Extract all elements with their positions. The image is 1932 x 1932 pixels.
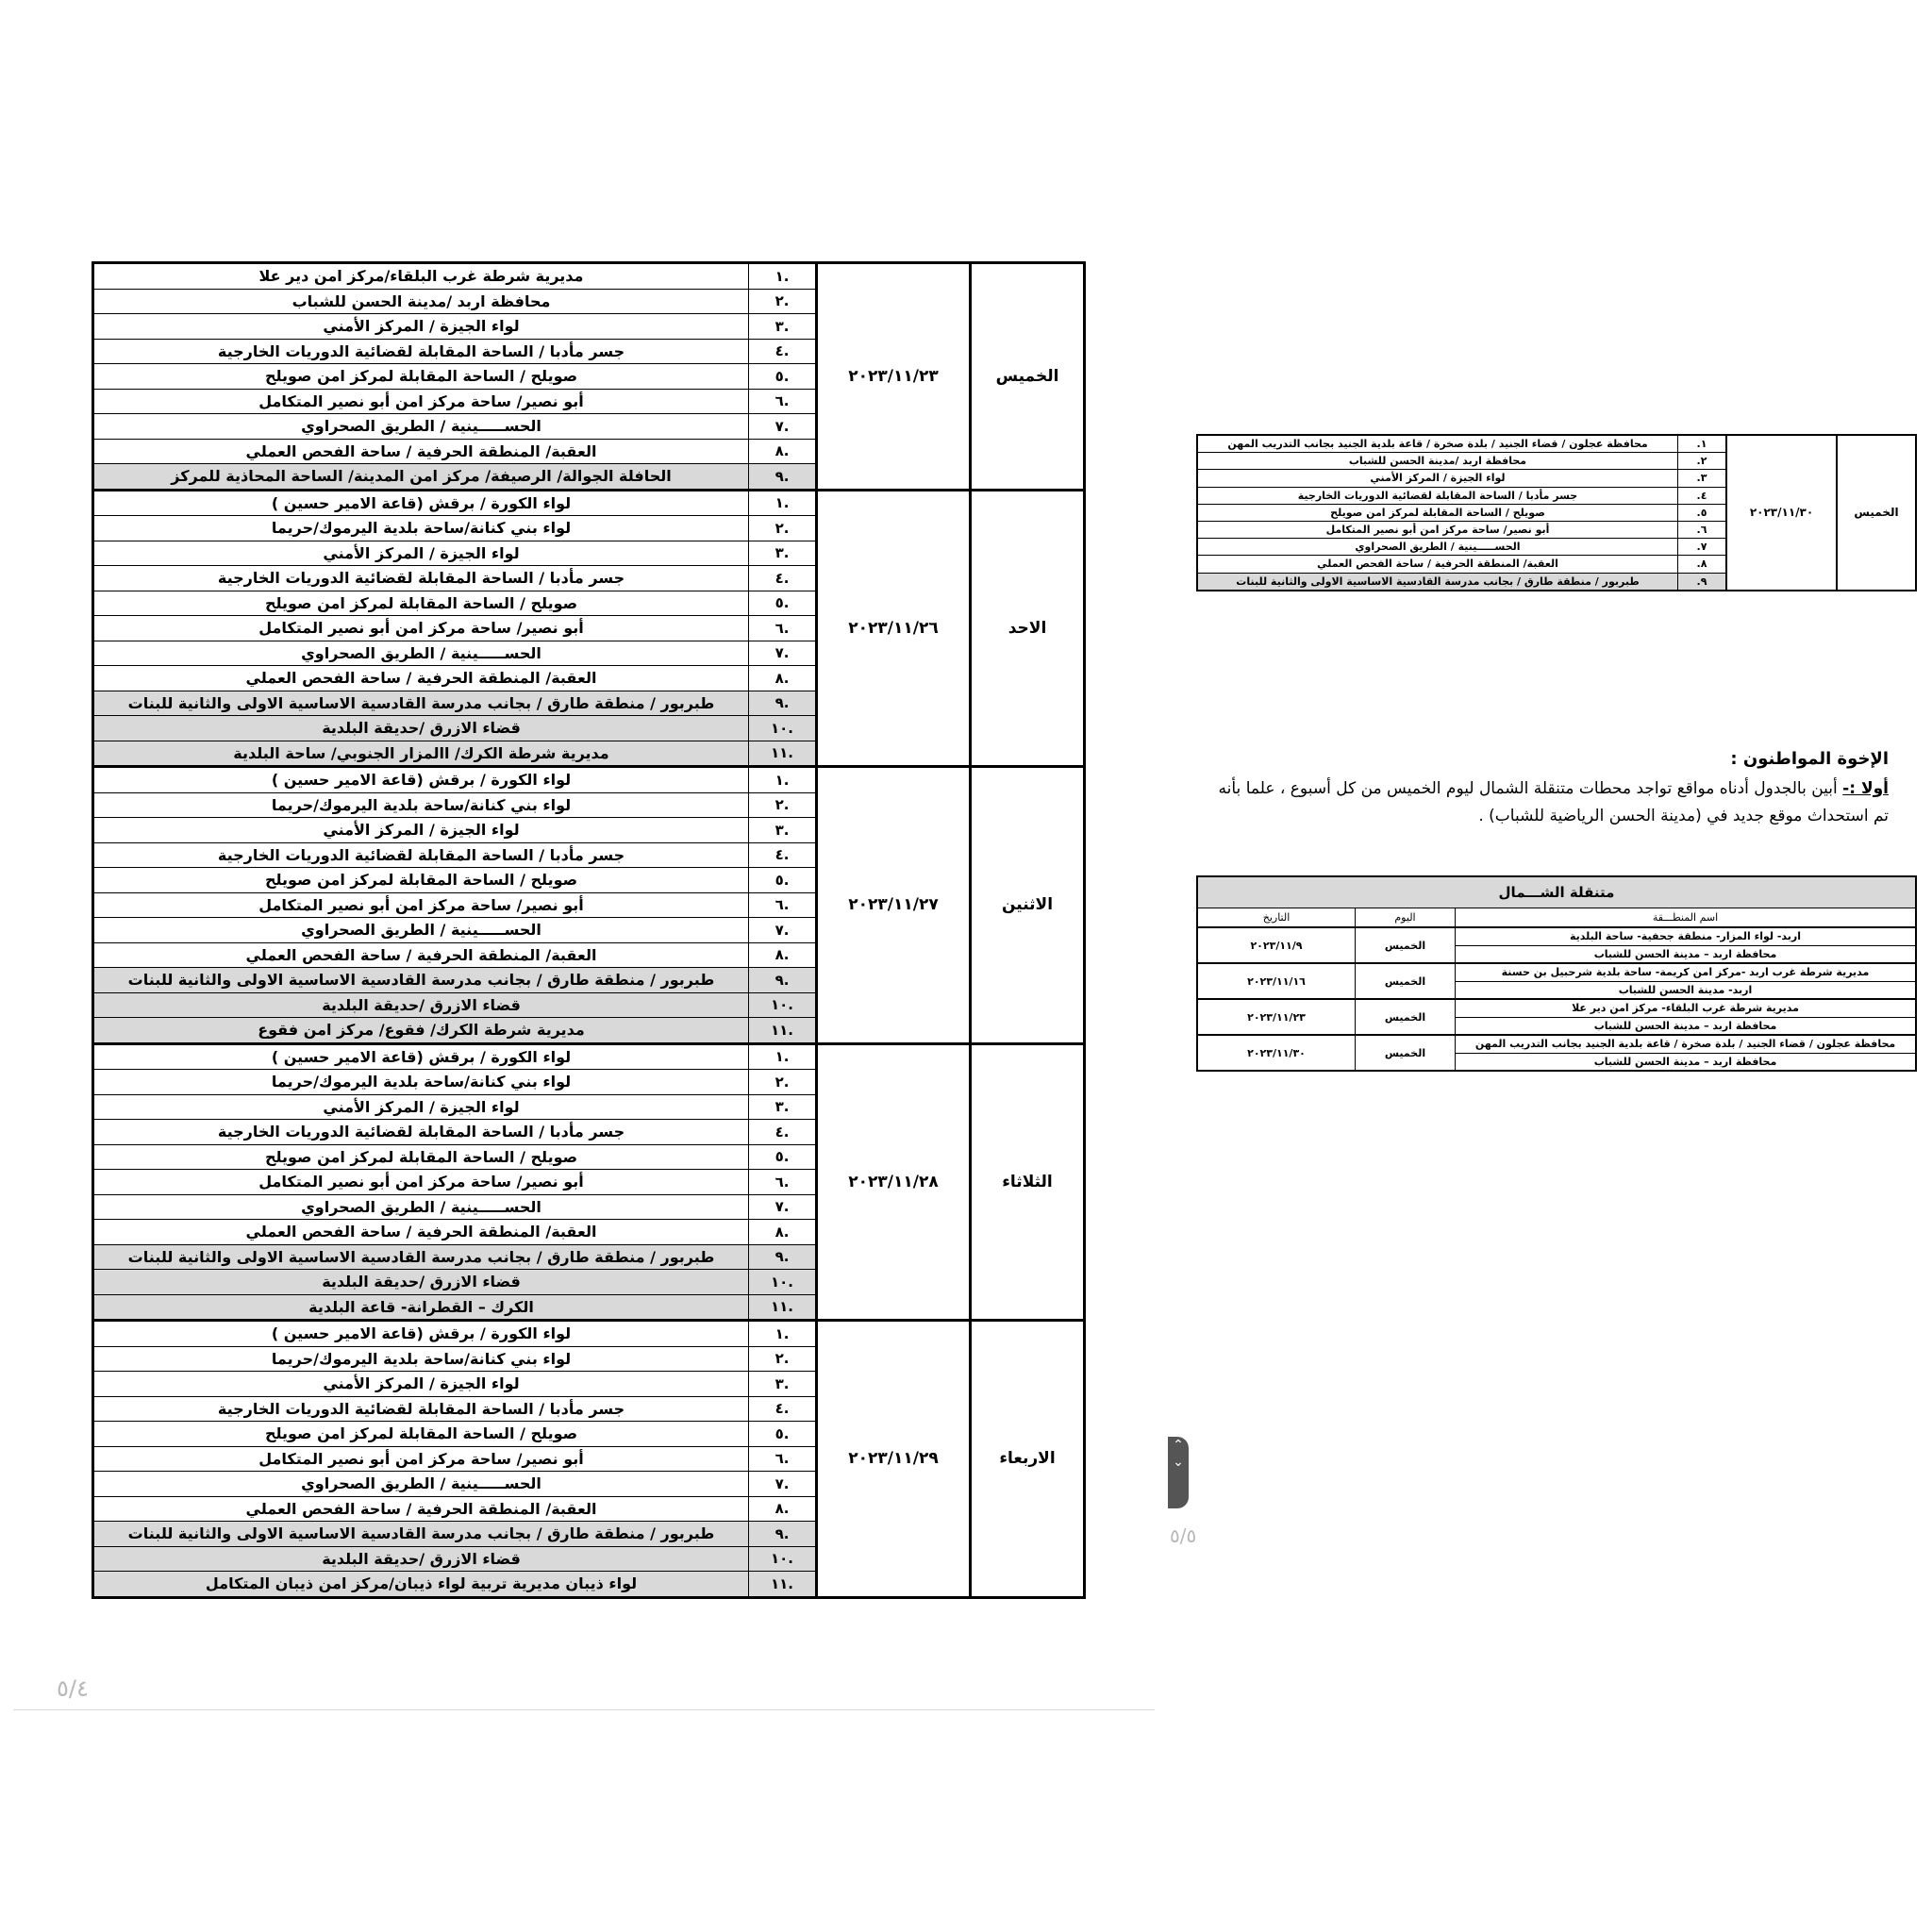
date-cell: ٢٠٢٣/١١/١٦ [1197, 963, 1356, 999]
thursday-schedule-table [1196, 434, 1917, 591]
row-number-cell: .٧ [749, 1194, 817, 1220]
notice-label: أولا :- [1842, 779, 1889, 798]
row-number-cell: .٢ [749, 516, 817, 541]
area-cell: اربد- مدينة الحسن للشباب [1456, 981, 1917, 999]
row-number-cell: .٥ [749, 1144, 817, 1170]
row-number-cell: .٩ [749, 464, 817, 491]
row-number-cell: .٤ [749, 842, 817, 868]
location-cell: مديرية شرطة الكرك/ فقوع/ مركز امن فقوع [93, 1018, 749, 1044]
location-cell: لواء بني كنانة/ساحة بلدية اليرموك/حريما [93, 792, 749, 818]
location-cell: طبربور / منطقة طارق / بجانب مدرسة القادسية الاساسية الاولى والثانية للبنات [93, 1522, 749, 1547]
row-number-cell: .٥ [749, 868, 817, 893]
area-cell: مديرية شرطة غرب اربد -مركز امن كريمة- ساحة بلدية شرحبيل بن حسنة [1456, 963, 1917, 981]
location-cell: قضاء الازرق /حديقة البلدية [93, 1270, 749, 1295]
header-date: التاريخ [1197, 908, 1356, 928]
row-number-cell: .٩ [749, 968, 817, 993]
area-cell: محافظة اربد – مدينة الحسن للشباب [1456, 945, 1917, 963]
day-cell: الاثنين [971, 767, 1085, 1044]
location-cell: لواء بني كنانة/ساحة بلدية اليرموك/حريما [93, 516, 749, 541]
row-number-cell: .٨ [749, 1220, 817, 1245]
day-cell: الاحد [971, 490, 1085, 767]
row-number-cell: .٨ [749, 1496, 817, 1522]
header-day: اليوم [1356, 908, 1456, 928]
row-number-cell: .١٠ [749, 716, 817, 741]
row-number-cell: .١١ [749, 1572, 817, 1598]
location-cell: جسر مأدبا / الساحة المقابلة لقضائية الدوريات الخارجية [93, 339, 749, 364]
location-cell: أبو نصير/ ساحة مركز امن أبو نصير المتكامل [93, 892, 749, 918]
area-cell: محافظة اربد – مدينة الحسن للشباب [1456, 1053, 1917, 1071]
location-cell: جسر مأدبا / الساحة المقابلة لقضائية الدوريات الخارجية [93, 1396, 749, 1422]
row-number-cell: .٢ [1678, 453, 1727, 470]
row-number-cell: .٨ [749, 666, 817, 691]
row-number-cell: .١١ [749, 741, 817, 767]
location-cell: محافظة عجلون / قضاء الجنيد / بلدة صخرة / قاعة بلدية الجنيد بجانب التدريب المهن [1197, 435, 1678, 453]
row-number-cell: .٨ [749, 942, 817, 968]
row-number-cell: .١ [749, 263, 817, 290]
row-number-cell: .٢ [749, 1070, 817, 1095]
main-schedule-body [93, 263, 1085, 1598]
location-cell: صويلح / الساحة المقابلة لمركز امن صويلح [93, 1422, 749, 1447]
location-cell: أبو نصير/ ساحة مركز امن أبو نصير المتكامل [93, 1446, 749, 1472]
location-cell: قضاء الازرق /حديقة البلدية [93, 716, 749, 741]
location-cell: العقبة/ المنطقة الحرفية / ساحة الفحص العملي [93, 942, 749, 968]
location-cell: محافظة اربد /مدينة الحسن للشباب [93, 289, 749, 314]
location-cell: لواء الجيزة / المركز الأمني [93, 818, 749, 843]
location-cell: مديرية شرطة غرب البلقاء/مركز امن دير علا [93, 263, 749, 290]
row-number-cell: .٦ [749, 389, 817, 414]
notice-title: الإخوة المواطنون : [1730, 749, 1889, 769]
row-number-cell: .٧ [749, 1472, 817, 1497]
location-cell: صويلح / الساحة المقابلة لمركز امن صويلح [93, 364, 749, 390]
location-cell: لواء الكورة / برقش (قاعة الامير حسين ) [93, 1321, 749, 1347]
date-cell: ٢٠٢٣/١١/٩ [1197, 927, 1356, 963]
row-number-cell: .٥ [749, 591, 817, 616]
day-cell: الاربعاء [971, 1321, 1085, 1598]
area-cell: محافظة عجلون / قضاء الجنيد / بلدة صخرة / قاعة بلدية الجنيد بجانب التدريب المهن [1456, 1035, 1917, 1053]
row-number-cell: .٢ [749, 289, 817, 314]
row-number-cell: .٨ [1678, 556, 1727, 573]
page-number-left: ٥/٤ [57, 1675, 89, 1702]
location-cell: صويلح / الساحة المقابلة لمركز امن صويلح [93, 868, 749, 893]
notice-text-1: أبين بالجدول أدناه مواقع تواجد محطات متنقلة الشمال ليوم الخميس من كل أسبوع ، علما بأنه [1218, 779, 1838, 798]
row-number-cell: .٧ [749, 641, 817, 666]
row-number-cell: .٦ [749, 1446, 817, 1472]
row-number-cell: .٣ [749, 1372, 817, 1397]
main-schedule-table [92, 261, 1086, 1599]
location-cell: مديرية شرطة الكرك/ االمزار الجنوبي/ ساحة البلدية [93, 741, 749, 767]
location-cell: الحســـــينية / الطريق الصحراوي [93, 918, 749, 943]
location-cell: الحافلة الجوالة/ الرصيفة/ مركز امن المدينة/ الساحة المحاذية للمركز [93, 464, 749, 491]
north-table-body [1197, 927, 1916, 1071]
date-cell: ٢٠٢٣/١١/٢٨ [817, 1043, 971, 1321]
location-cell: الحســـــينية / الطريق الصحراوي [1197, 539, 1678, 556]
notice-line-2: تم استحداث موقع جديد في (مدينة الحسن الرياضية للشباب) . [1478, 807, 1889, 825]
schedule-row [1197, 435, 1916, 453]
day-cell: الخميس [1356, 927, 1456, 963]
chevron-up-icon[interactable]: ⌃ [1173, 1438, 1184, 1453]
schedule-row [93, 490, 1085, 516]
location-cell: أبو نصير/ ساحة مركز امن أبو نصير المتكامل [93, 389, 749, 414]
location-cell: طبربور / منطقة طارق / بجانب مدرسة القادسية الاساسية الاولى والثانية للبنات [93, 691, 749, 716]
row-number-cell: .٣ [749, 1094, 817, 1120]
date-cell: ٢٠٢٣/١١/٢٣ [817, 263, 971, 491]
chevron-down-icon[interactable]: ⌄ [1173, 1455, 1184, 1470]
location-cell: طبربور / منطقة طارق / بجانب مدرسة القادسية الاساسية الاولى والثانية للبنات [1197, 573, 1678, 591]
location-cell: لواء الكورة / برقش (قاعة الامير حسين ) [93, 490, 749, 516]
row-number-cell: .٧ [749, 414, 817, 440]
location-cell: لواء الجيزة / المركز الأمني [93, 1094, 749, 1120]
north-row [1197, 927, 1916, 945]
location-cell: جسر مأدبا / الساحة المقابلة لقضائية الدوريات الخارجية [93, 566, 749, 591]
row-number-cell: .١١ [749, 1018, 817, 1044]
row-number-cell: .٤ [749, 1396, 817, 1422]
location-cell: لواء ذيبان مديرية تربية لواء ذيبان/مركز امن ذيبان المتكامل [93, 1572, 749, 1598]
row-number-cell: .٣ [749, 541, 817, 566]
row-number-cell: .٦ [749, 616, 817, 641]
row-number-cell: .٥ [1678, 504, 1727, 521]
location-cell: طبربور / منطقة طارق / بجانب مدرسة القادسية الاساسية الاولى والثانية للبنات [93, 968, 749, 993]
location-cell: جسر مأدبا / الساحة المقابلة لقضائية الدوريات الخارجية [93, 1120, 749, 1145]
location-cell: العقبة/ المنطقة الحرفية / ساحة الفحص العملي [93, 439, 749, 464]
row-number-cell: .١ [749, 1321, 817, 1347]
row-number-cell: .١٠ [749, 1270, 817, 1295]
location-cell: الحســـــينية / الطريق الصحراوي [93, 1194, 749, 1220]
schedule-row [93, 1043, 1085, 1070]
location-cell: الحســـــينية / الطريق الصحراوي [93, 1472, 749, 1497]
north-row [1197, 963, 1916, 981]
row-number-cell: .٩ [1678, 573, 1727, 591]
row-number-cell: .٣ [749, 314, 817, 340]
date-cell: ٢٠٢٣/١١/٣٠ [1197, 1035, 1356, 1071]
row-number-cell: .١ [749, 490, 817, 516]
date-cell: ٢٠٢٣/١١/٢٦ [817, 490, 971, 767]
row-number-cell: .٧ [749, 918, 817, 943]
row-number-cell: .٧ [1678, 539, 1727, 556]
north-mobile-table [1196, 875, 1917, 1072]
page-scroll-handle[interactable] [1168, 1437, 1189, 1508]
location-cell: لواء الكورة / برقش (قاعة الامير حسين ) [93, 1043, 749, 1070]
location-cell: صويلح / الساحة المقابلة لمركز امن صويلح [93, 1144, 749, 1170]
location-cell: جسر مأدبا / الساحة المقابلة لقضائية الدوريات الخارجية [1197, 487, 1678, 504]
location-cell: محافظة اربد /مدينة الحسن للشباب [1197, 453, 1678, 470]
row-number-cell: .٥ [749, 1422, 817, 1447]
location-cell: قضاء الازرق /حديقة البلدية [93, 992, 749, 1018]
day-cell: الخميس [1356, 1035, 1456, 1071]
page-divider [13, 1709, 1155, 1710]
row-number-cell: .٢ [749, 1346, 817, 1372]
row-number-cell: .١ [1678, 435, 1727, 453]
schedule-row [93, 767, 1085, 793]
day-cell: الثلاثاء [971, 1043, 1085, 1321]
row-number-cell: .٤ [749, 566, 817, 591]
area-cell: مديرية شرطة غرب البلقاء- مركز امن دير علا [1456, 999, 1917, 1017]
location-cell: الحســـــينية / الطريق الصحراوي [93, 414, 749, 440]
schedule-row [93, 263, 1085, 290]
north-row [1197, 1035, 1916, 1053]
location-cell: لواء الجيزة / المركز الأمني [93, 1372, 749, 1397]
row-number-cell: .١٠ [749, 1546, 817, 1572]
location-cell: العقبة/ المنطقة الحرفية / ساحة الفحص العملي [93, 1220, 749, 1245]
row-number-cell: .١٠ [749, 992, 817, 1018]
row-number-cell: .٩ [749, 1244, 817, 1270]
location-cell: العقبة/ المنطقة الحرفية / ساحة الفحص العملي [93, 666, 749, 691]
location-cell: العقبة/ المنطقة الحرفية / ساحة الفحص العملي [1197, 556, 1678, 573]
location-cell: أبو نصير/ ساحة مركز امن أبو نصير المتكامل [93, 616, 749, 641]
location-cell: صويلح / الساحة المقابلة لمركز امن صويلح [93, 591, 749, 616]
north-row [1197, 999, 1916, 1017]
location-cell: الكرك – القطرانة- قاعة البلدية [93, 1294, 749, 1321]
schedule-row [93, 1321, 1085, 1347]
header-area: اسم المنطـــقة [1456, 908, 1917, 928]
location-cell: لواء الكورة / برقش (قاعة الامير حسين ) [93, 767, 749, 793]
thursday-schedule-body [1197, 435, 1916, 591]
location-cell: لواء بني كنانة/ساحة بلدية اليرموك/حريما [93, 1346, 749, 1372]
row-number-cell: .١ [749, 767, 817, 793]
row-number-cell: .٦ [1678, 521, 1727, 538]
row-number-cell: .٣ [1678, 470, 1727, 487]
area-cell: محافظة اربد – مدينة الحسن للشباب [1456, 1017, 1917, 1035]
row-number-cell: .٢ [749, 792, 817, 818]
location-cell: لواء الجيزة / المركز الأمني [93, 314, 749, 340]
day-cell: الخميس [1837, 435, 1916, 591]
row-number-cell: .٣ [749, 818, 817, 843]
page-number-right: ٥/٥ [1170, 1524, 1197, 1547]
north-table-caption: متنقلة الشـــمال [1197, 876, 1916, 908]
location-cell: لواء الجيزة / المركز الأمني [93, 541, 749, 566]
location-cell: لواء بني كنانة/ساحة بلدية اليرموك/حريما [93, 1070, 749, 1095]
row-number-cell: .٤ [1678, 487, 1727, 504]
location-cell: الحســـــينية / الطريق الصحراوي [93, 641, 749, 666]
row-number-cell: .٩ [749, 1522, 817, 1547]
location-cell: قضاء الازرق /حديقة البلدية [93, 1546, 749, 1572]
location-cell: جسر مأدبا / الساحة المقابلة لقضائية الدوريات الخارجية [93, 842, 749, 868]
row-number-cell: .٤ [749, 1120, 817, 1145]
area-cell: اربد- لواء المزار- منطقة جحفية- ساحة البلدية [1456, 927, 1917, 945]
location-cell: لواء الجيزة / المركز الأمني [1197, 470, 1678, 487]
row-number-cell: .٦ [749, 892, 817, 918]
location-cell: صويلح / الساحة المقابلة لمركز امن صويلح [1197, 504, 1678, 521]
date-cell: ٢٠٢٣/١١/٢٧ [817, 767, 971, 1044]
location-cell: العقبة/ المنطقة الحرفية / ساحة الفحص العملي [93, 1496, 749, 1522]
row-number-cell: .٦ [749, 1170, 817, 1195]
location-cell: أبو نصير/ ساحة مركز امن أبو نصير المتكامل [1197, 521, 1678, 538]
row-number-cell: .٥ [749, 364, 817, 390]
date-cell: ٢٠٢٣/١١/٢٣ [1197, 999, 1356, 1035]
day-cell: الخميس [1356, 963, 1456, 999]
location-cell: طبربور / منطقة طارق / بجانب مدرسة القادسية الاساسية الاولى والثانية للبنات [93, 1244, 749, 1270]
day-cell: الخميس [1356, 999, 1456, 1035]
row-number-cell: .١ [749, 1043, 817, 1070]
date-cell: ٢٠٢٣/١١/٣٠ [1726, 435, 1837, 591]
row-number-cell: .١١ [749, 1294, 817, 1321]
day-cell: الخميس [971, 263, 1085, 491]
notice-line-1 [1219, 779, 1889, 798]
date-cell: ٢٠٢٣/١١/٢٩ [817, 1321, 971, 1598]
location-cell: أبو نصير/ ساحة مركز امن أبو نصير المتكامل [93, 1170, 749, 1195]
row-number-cell: .٩ [749, 691, 817, 716]
row-number-cell: .٤ [749, 339, 817, 364]
row-number-cell: .٨ [749, 439, 817, 464]
